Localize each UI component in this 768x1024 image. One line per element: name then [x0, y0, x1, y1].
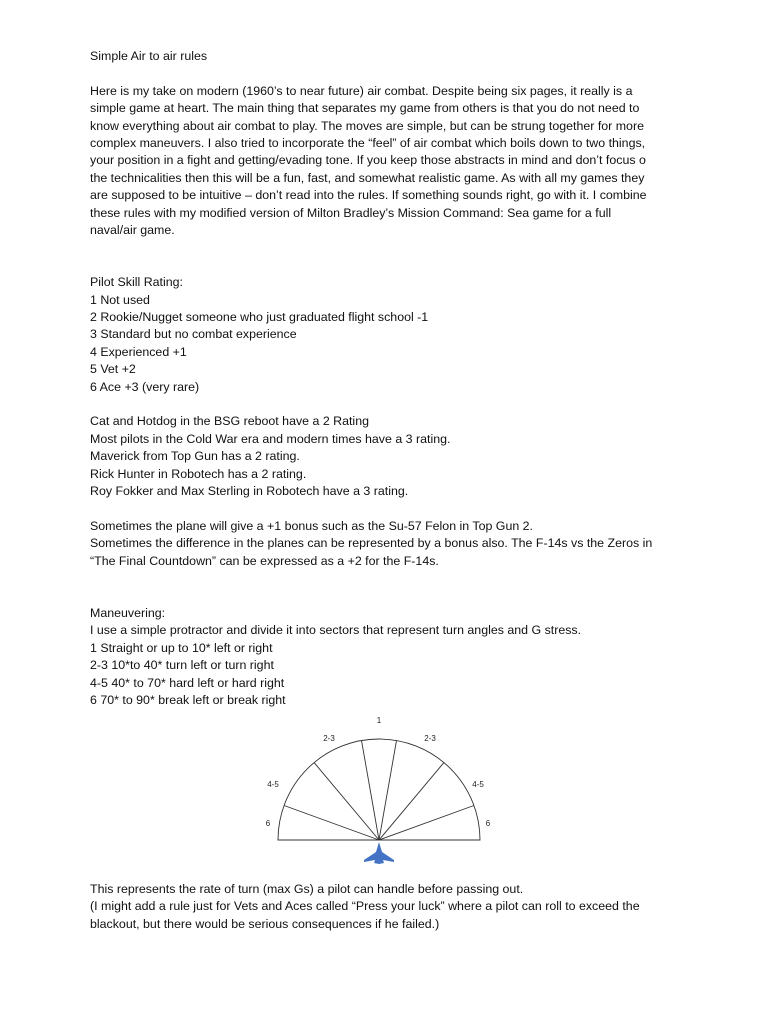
example-line: Maverick from Top Gun has a 2 rating.: [90, 449, 300, 464]
bonus-line: “The Final Countdown” can be expressed as a +2 for the F-14s.: [90, 553, 439, 568]
sector-line: [362, 741, 380, 841]
maneuvering-notes: [90, 881, 690, 933]
label-sector-6-left: 6: [265, 819, 271, 828]
pilot-examples: [90, 413, 690, 500]
skill-rating-item: 4 Experienced +1: [90, 344, 187, 359]
intro-line: complex maneuvers. I also tried to incorporate the “feel” of air combat which boils down to two things,: [90, 136, 646, 151]
intro-line: these rules with my modified version of Milton Bradley’s Mission Command: Sea game for a full: [90, 205, 612, 220]
example-line: Roy Fokker and Max Sterling in Robotech have a 3 rating.: [90, 484, 409, 499]
maneuver-line: 6 70* to 90* break left or break right: [90, 692, 286, 707]
bonus-line: Sometimes the difference in the planes can be represented by a bonus also. The F-14s vs the Zeros in: [90, 536, 653, 551]
pilot-skill-heading: Pilot Skill Rating:: [90, 275, 183, 290]
label-sector-4-5-right: 4-5: [472, 780, 484, 789]
label-sector-2-3-right: 2-3: [424, 734, 436, 743]
bonus-line: Sometimes the plane will give a +1 bonus such as the Su-57 Felon in Top Gun 2.: [90, 518, 534, 533]
intro-line: your position in a fight and getting/evading tone. If you keep those abstracts in mind and don’t focus o: [90, 153, 646, 168]
intro-line: naval/air game.: [90, 223, 175, 238]
skill-rating-item: 1 Not used: [90, 292, 150, 307]
intro-line: the technicalities then this will be a fun, fast, and somewhat realistic game. As with all my games they: [90, 170, 645, 185]
maneuver-line: 2-3 10*to 40* turn left or turn right: [90, 658, 274, 673]
intro-line: know everything about air combat to play. The moves are simple, but can be strung together for more: [90, 118, 644, 133]
maneuvering-heading: Maneuvering:: [90, 605, 166, 620]
label-sector-6-right: 6: [485, 819, 491, 828]
sector-line: [379, 741, 397, 841]
maneuvering-list: [90, 622, 690, 709]
maneuver-line: 4-5 40* to 70* hard left or hard right: [90, 675, 285, 690]
protractor-diagram: [255, 712, 505, 867]
sector-lines: [284, 741, 474, 841]
note-line: blackout, but there would be serious consequences if he failed.): [90, 916, 440, 931]
example-line: Most pilots in the Cold War era and modern times have a 3 rating.: [90, 431, 451, 446]
label-sector-4-5-left: 4-5: [267, 780, 279, 789]
skill-rating-item: 3 Standard but no combat experience: [90, 327, 297, 342]
note-line: (I might add a rule just for Vets and Aces called “Press your luck” where a pilot can roll to exceed the: [90, 899, 640, 914]
maneuver-line: I use a simple protractor and divide it into sectors that represent turn angles and G stress.: [90, 623, 582, 638]
intro-line: are supposed to be intuitive – don’t read into the rules. If something sounds right, go with it. I combine: [90, 188, 647, 203]
label-sector-1: 1: [376, 716, 382, 725]
protractor-arc: [278, 739, 480, 840]
intro-line: Here is my take on modern (1960’s to near future) air combat. Despite being six pages, it really is a: [90, 83, 633, 98]
jet-icon: [364, 842, 394, 864]
document-title: Simple Air to air rules: [90, 49, 208, 63]
example-line: Cat and Hotdog in the BSG reboot have a 2 Rating: [90, 414, 369, 429]
maneuver-line: 1 Straight or up to 10* left or right: [90, 640, 273, 655]
example-line: Rick Hunter in Robotech has a 2 rating.: [90, 466, 307, 481]
skill-rating-item: 5 Vet +2: [90, 362, 136, 377]
label-sector-2-3-left: 2-3: [323, 734, 335, 743]
plane-bonus-paragraph: [90, 518, 690, 570]
document-body: [90, 48, 690, 709]
note-line: This represents the rate of turn (max Gs) a pilot can handle before passing out.: [90, 882, 524, 896]
pilot-skill-list: [90, 292, 690, 396]
skill-rating-item: 6 Ace +3 (very rare): [90, 379, 200, 394]
intro-paragraph: [90, 83, 690, 240]
intro-line: simple game at heart. The main thing that separates my game from others is that you do not need to: [90, 101, 640, 116]
skill-rating-item: 2 Rookie/Nugget someone who just graduated flight school -1: [90, 310, 429, 325]
